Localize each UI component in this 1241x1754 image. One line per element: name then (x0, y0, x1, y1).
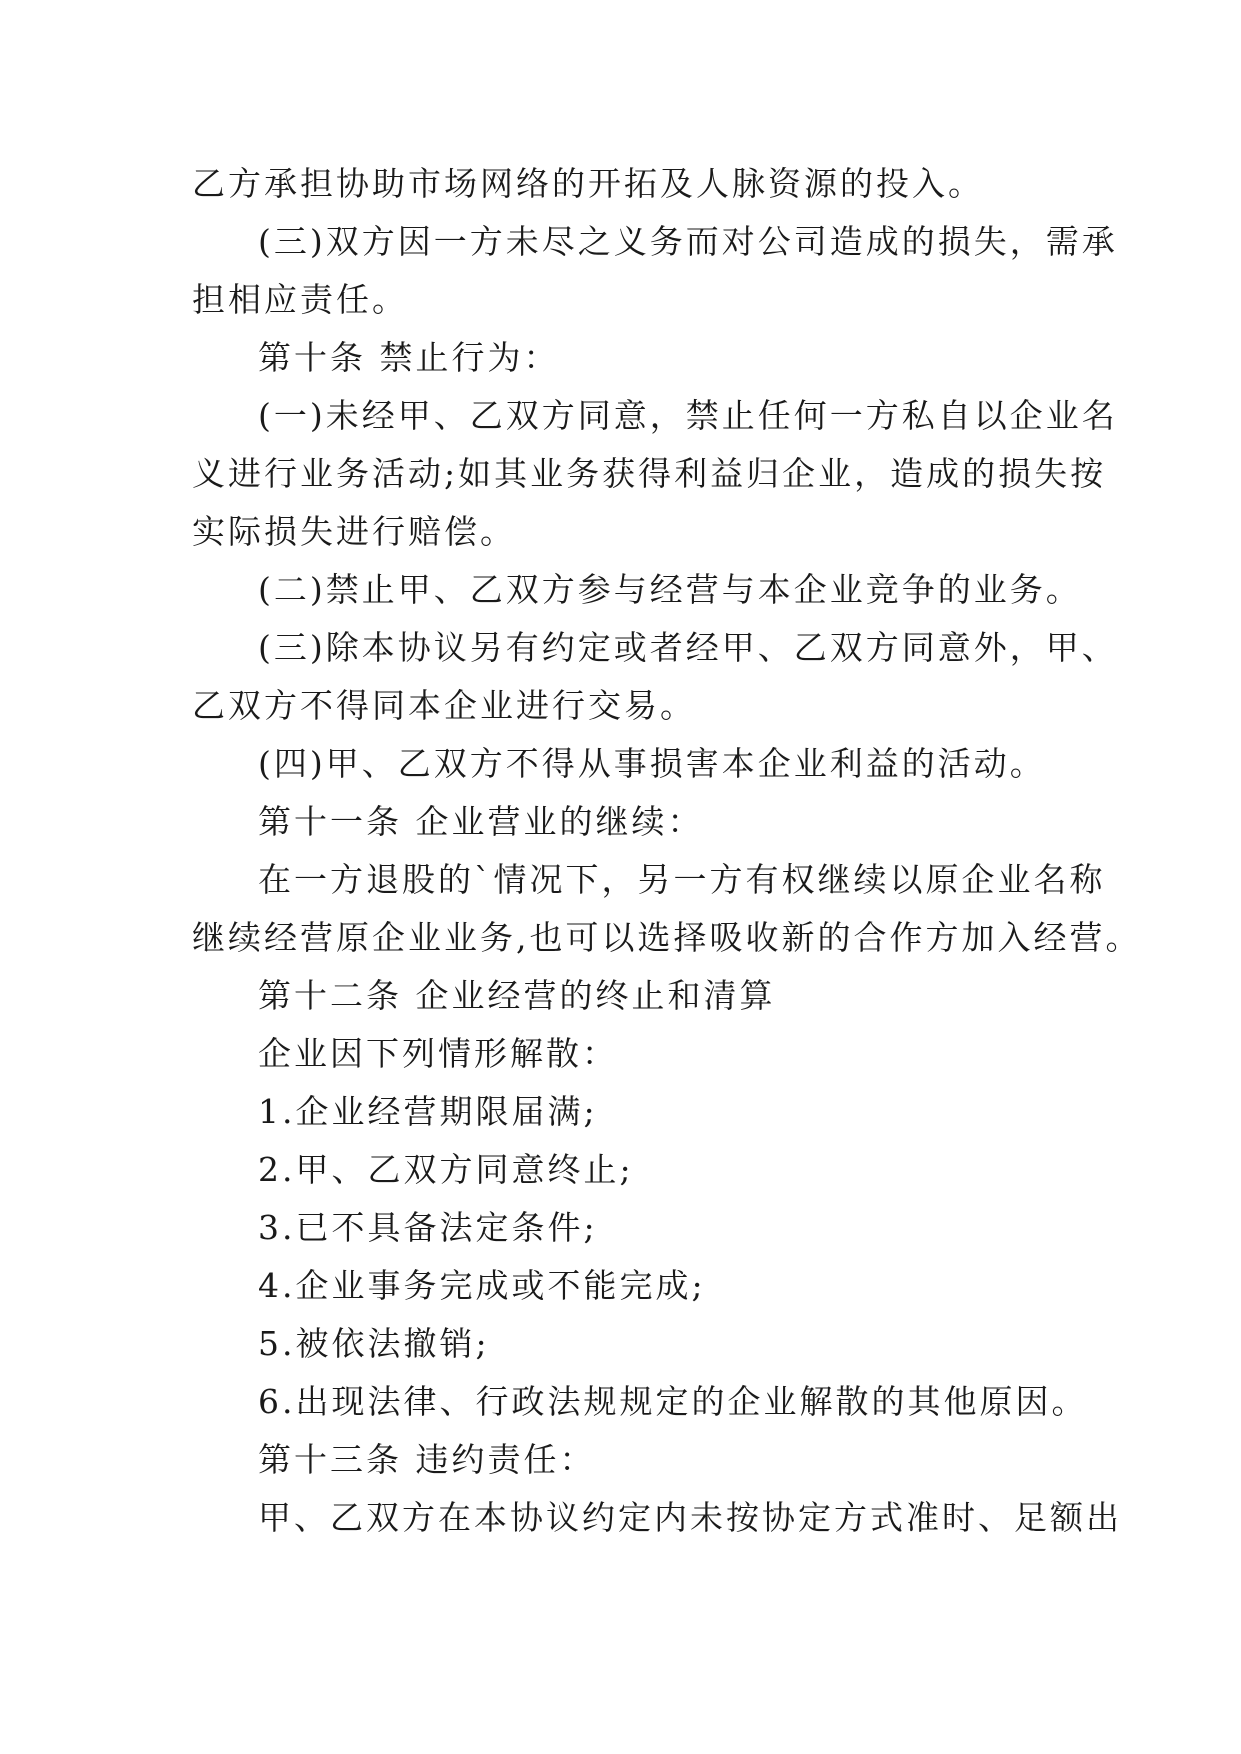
paragraph-line: 义进行业务活动;如其业务获得利益归企业，造成的损失按 (192, 454, 1107, 493)
section-heading: 第十条 禁止行为： (258, 338, 560, 377)
paragraph-line: (三)双方因一方未尽之义务而对公司造成的损失，需承 (258, 222, 1118, 261)
paragraph-line: (一)未经甲、乙双方同意，禁止任何一方私自以企业名 (258, 396, 1118, 435)
paragraph-line: 在一方退股的`情况下，另一方有权继续以原企业名称 (258, 860, 1106, 899)
paragraph-line: (四)甲、乙双方不得从事损害本企业利益的活动。 (258, 744, 1046, 783)
paragraph-line: 乙方承担协助市场网络的开拓及人脉资源的投入。 (192, 164, 984, 203)
paragraph-line: (三)除本协议另有约定或者经甲、乙双方同意外，甲、 (258, 628, 1118, 667)
document-body (192, 155, 1142, 1547)
paragraph-line: 甲、乙双方在本协议约定内未按协定方式准时、足额出 (258, 1498, 1122, 1537)
paragraph-line: 继续经营原企业业务,也可以选择吸收新的合作方加入经营。 (192, 918, 1142, 957)
list-item: 2.甲、乙双方同意终止; (258, 1150, 634, 1189)
paragraph-line: 实际损失进行赔偿。 (192, 512, 516, 551)
list-item: 4.企业事务完成或不能完成; (258, 1266, 706, 1305)
paragraph-line: (二)禁止甲、乙双方参与经营与本企业竞争的业务。 (258, 570, 1082, 609)
list-item: 1.企业经营期限届满; (258, 1092, 598, 1131)
list-item: 6.出现法律、行政法规规定的企业解散的其他原因。 (258, 1382, 1088, 1421)
paragraph-line: 乙双方不得同本企业进行交易。 (192, 686, 696, 725)
section-heading: 第十三条 违约责任： (258, 1440, 596, 1479)
section-heading: 第十二条 企业经营的终止和清算 (258, 976, 776, 1015)
section-heading: 第十一条 企业营业的继续： (258, 802, 704, 841)
list-item: 3.已不具备法定条件; (258, 1208, 598, 1247)
list-item: 5.被依法撤销; (258, 1324, 490, 1363)
paragraph-line: 企业因下列情形解散： (258, 1034, 618, 1073)
paragraph-line: 担相应责任。 (192, 280, 408, 319)
